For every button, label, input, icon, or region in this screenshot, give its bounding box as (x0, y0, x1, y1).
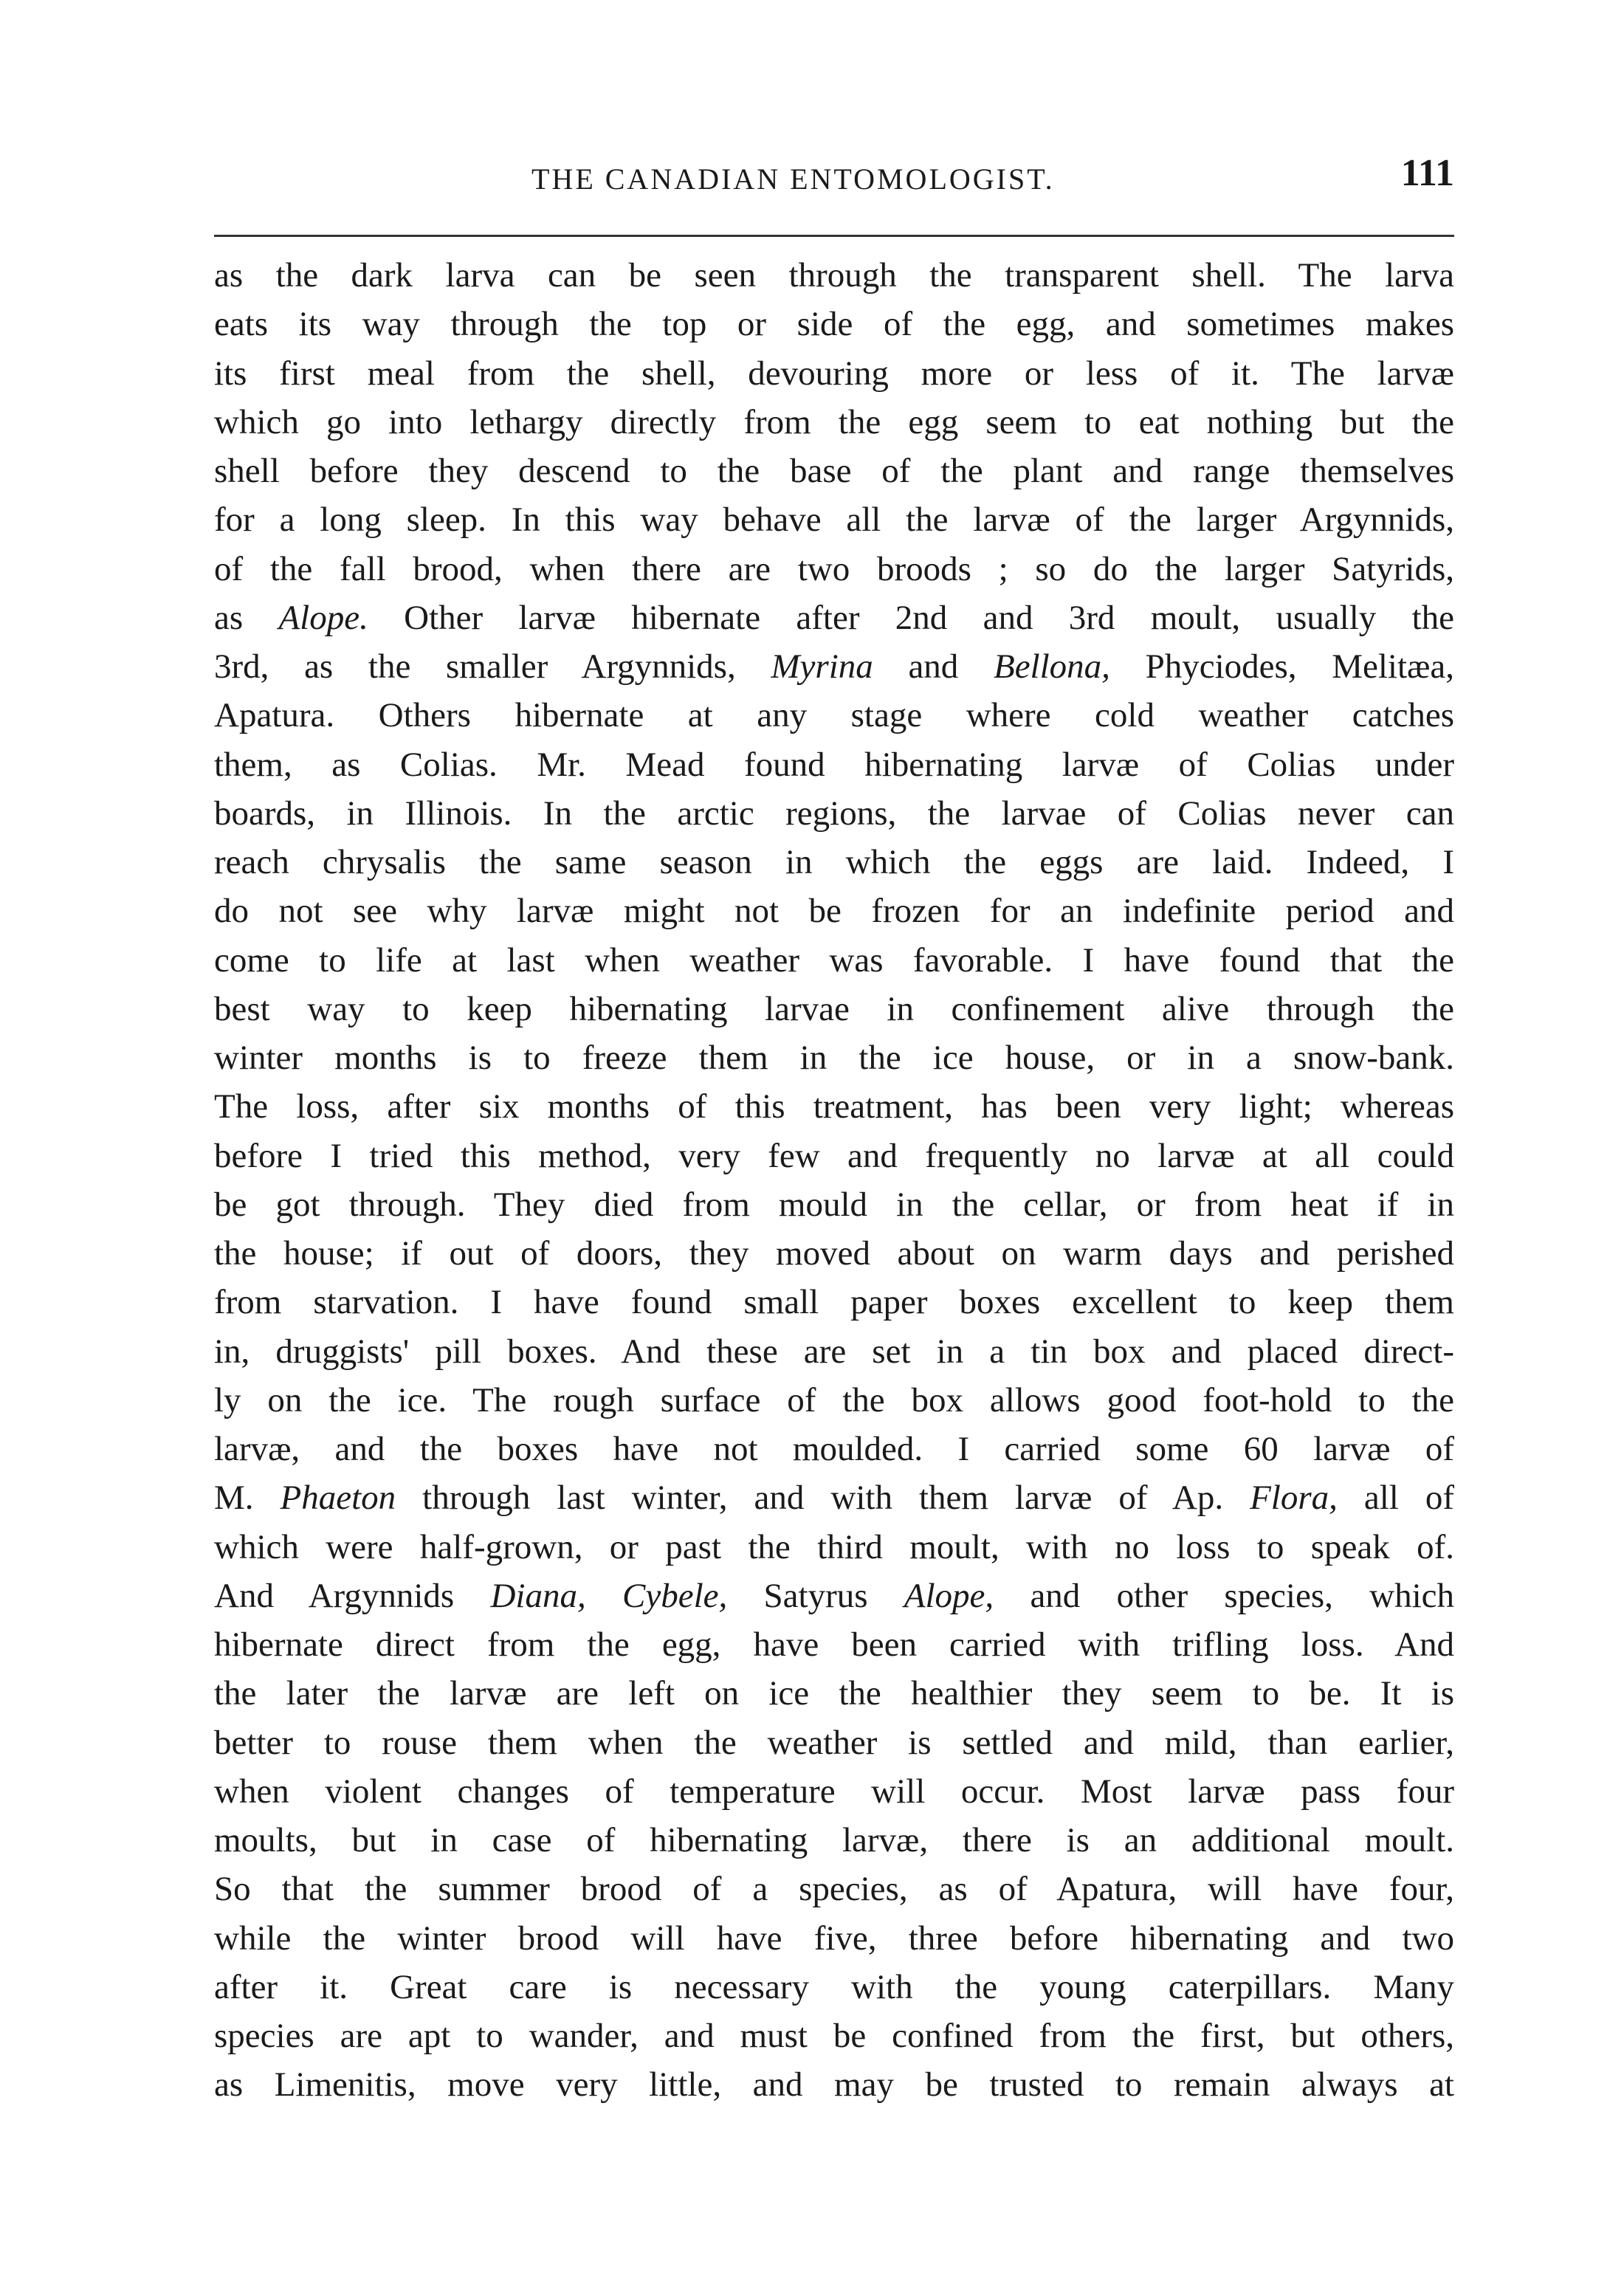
text-line: as Limenitis, move very little, and may be trusted to remain always at (214, 2065, 1454, 2105)
text-line: the house; if out of doors, they moved about on warm days and perished (214, 1234, 1454, 1273)
text-line: do not see why larvæ might not be frozen for an indefinite period and (214, 892, 1454, 931)
text-line: larvæ, and the boxes have not moulded. I carried some 60 larvæ of (214, 1430, 1454, 1468)
text-line: for a long sleep. In this way behave all the larvæ of the larger Argynnids, (214, 500, 1454, 540)
species-name: Phaeton (280, 1479, 396, 1518)
text-line: while the winter brood will have five, three before hibernating and two (214, 1918, 1454, 1958)
species-name: Cybele, (622, 1576, 728, 1615)
species-name: Myrina (771, 647, 873, 686)
species-name: Alope, (904, 1576, 994, 1615)
species-name: Alope. (278, 598, 368, 637)
text-line: Apatura. Others hibernate at any stage where cold weather catches (214, 696, 1454, 735)
text-line: in, druggists' pill boxes. And these are set in a tin box and placed direct- (214, 1332, 1454, 1371)
text-line: reach chrysalis the same season in which the eggs are laid. Indeed, I (214, 843, 1454, 881)
text-line: the later the larvæ are left on ice the healthier they seem to be. It is (214, 1674, 1454, 1713)
header-rule (214, 235, 1454, 237)
text-line: as Alope. Other larvæ hibernate after 2nd and 3rd moult, usually the (214, 598, 1454, 637)
body-text (214, 251, 1454, 2229)
journal-title: THE CANADIAN ENTOMOLOGIST. (531, 162, 1055, 196)
text-line: which go into lethargy directly from the egg seem to eat nothing but the (214, 402, 1454, 441)
text-line: from starvation. I have found small paper boxes excellent to keep them (214, 1283, 1454, 1322)
text-line: ly on the ice. The rough surface of the box allows good foot-hold to the (214, 1380, 1454, 1419)
text-line: shell before they descend to the base of the plant and range themselves (214, 452, 1454, 490)
text-line: best way to keep hibernating larvae in confinement alive through the (214, 989, 1454, 1028)
text-line: M. Phaeton through last winter, and with them larvæ of Ap. Flora, all of (214, 1479, 1454, 1518)
page-number: 111 (1400, 152, 1454, 194)
text-line: them, as Colias. Mr. Mead found hibernating larvæ of Colias under (214, 745, 1454, 784)
text-line: eats its way through the top or side of the egg, and sometimes makes (214, 305, 1454, 344)
text-line: as the dark larva can be seen through the transparent shell. The larva (214, 256, 1454, 295)
species-name: Flora, (1250, 1479, 1338, 1518)
text-line: So that the summer brood of a species, as of Apatura, will have four, (214, 1870, 1454, 1909)
text-line: species are apt to wander, and must be confined from the first, but others, (214, 2017, 1454, 2055)
text-line: come to life at last when weather was favorable. I have found that the (214, 940, 1454, 980)
text-line: after it. Great care is necessary with the young caterpillars. Many (214, 1967, 1454, 2006)
text-line: moults, but in case of hibernating larvæ, there is an additional moult. (214, 1821, 1454, 1859)
running-header (214, 151, 1454, 203)
species-name: Bellona, (993, 647, 1110, 686)
text-line: hibernate direct from the egg, have been carried with trifling loss. And (214, 1625, 1454, 1664)
text-line: 3rd, as the smaller Argynnids, Myrina and Bellona, Phyciodes, Melitæa, (214, 647, 1454, 686)
text-line: its first meal from the shell, devouring more or less of it. The larvæ (214, 354, 1454, 393)
species-name: Diana, (490, 1576, 586, 1615)
text-line: before I tried this method, very few and frequently no larvæ at all could (214, 1136, 1454, 1175)
text-line: And Argynnids Diana, Cybele, Satyrus Alope, and other species, which (214, 1576, 1454, 1615)
text-line: when violent changes of temperature will occur. Most larvæ pass four (214, 1772, 1454, 1811)
text-line: of the fall brood, when there are two broods ; so do the larger Satyrids, (214, 549, 1454, 588)
text-line: which were half-grown, or past the third moult, with no loss to speak of. (214, 1527, 1454, 1566)
text-line: The loss, after six months of this treatment, has been very light; whereas (214, 1087, 1454, 1126)
text-line: be got through. They died from mould in the cellar, or from heat if in (214, 1185, 1454, 1224)
text-line: better to rouse them when the weather is settled and mild, than earlier, (214, 1723, 1454, 1762)
text-line: winter months is to freeze them in the ice house, or in a snow-bank. (214, 1039, 1454, 1077)
text-line: boards, in Illinois. In the arctic regions, the larvae of Colias never can (214, 794, 1454, 833)
